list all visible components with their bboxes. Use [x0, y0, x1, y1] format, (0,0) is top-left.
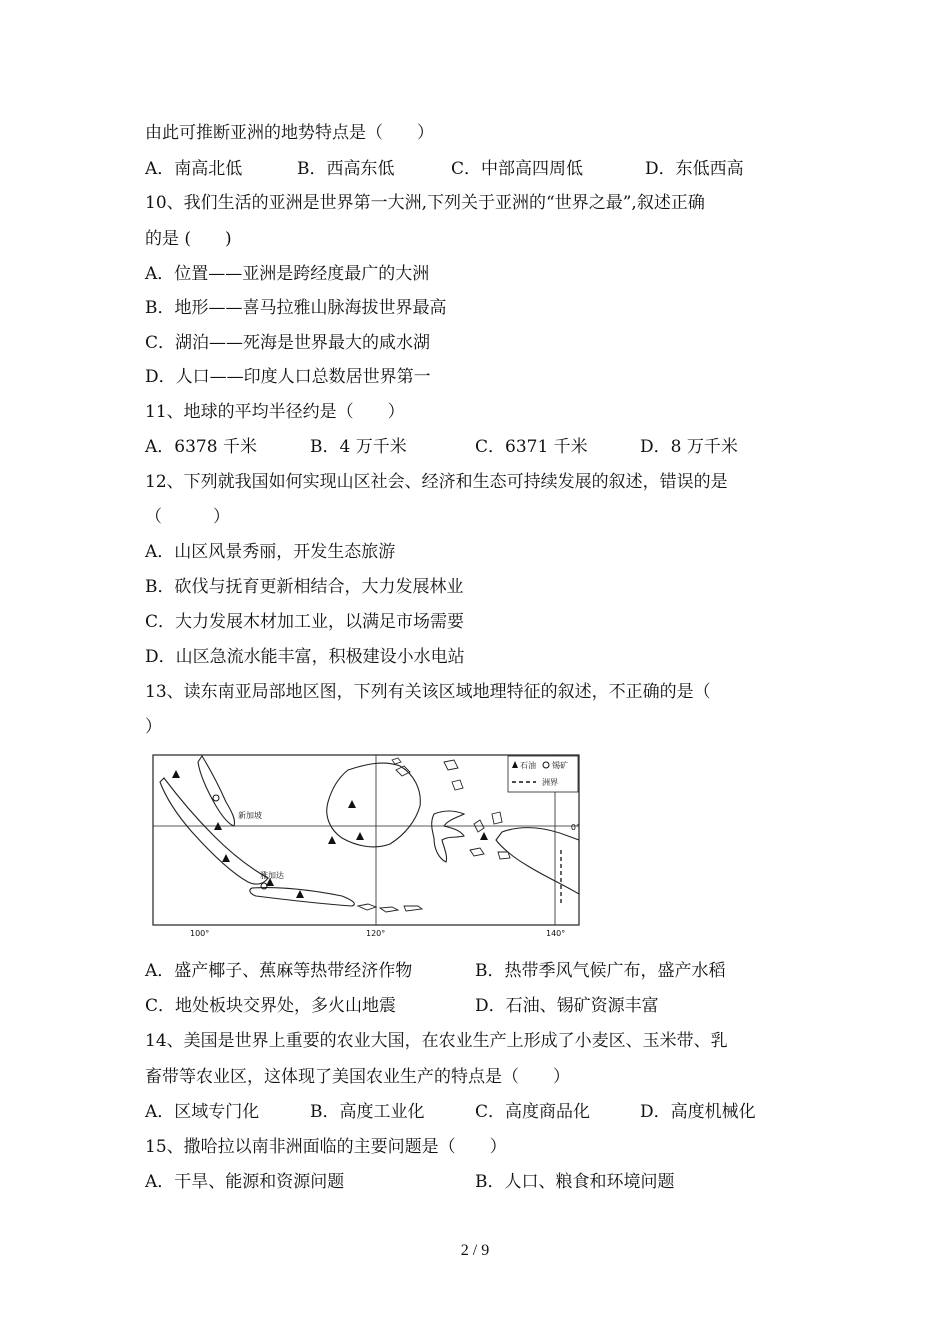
q13-stem-line1: 13、读东南亚局部地区图，下列有关该区域地理特征的叙述，不正确的是（	[145, 682, 711, 702]
q9-option-d: D．东低西高	[645, 159, 744, 179]
q14-option-b: B．高度工业化	[310, 1102, 425, 1122]
label-lon-120: 120°	[366, 929, 386, 938]
legend-oil: 石油	[520, 761, 536, 770]
q11-option-d: D．8 万千米	[640, 437, 738, 457]
label-lon-140: 140°	[546, 929, 566, 938]
label-singapore: 新加坡	[238, 811, 262, 820]
q12-stem-line2: （ ）	[145, 507, 230, 527]
q10-option-d: D．人口——印度人口总数居世界第一	[145, 367, 431, 387]
q11-stem: 11、地球的平均半径约是（ ）	[145, 402, 405, 422]
q10-stem-line2: 的是 ( )	[145, 229, 232, 249]
q9-option-b: B．西高东低	[297, 159, 395, 179]
q14-stem-line1: 14、美国是世界上重要的农业大国，在农业生产上形成了小麦区、玉米带、乳	[145, 1031, 728, 1051]
q10-option-a: A．位置——亚洲是跨经度最广的大洲	[145, 264, 430, 284]
legend-tin: 锡矿	[552, 761, 568, 770]
q12-option-d: D．山区急流水能丰富，积极建设小水电站	[145, 647, 465, 667]
label-jakarta: 雅加达	[260, 871, 284, 880]
q13-stem-line2: ）	[145, 717, 162, 737]
legend-border: 洲界	[542, 778, 558, 787]
q10-option-b: B．地形——喜马拉雅山脉海拔世界最高	[145, 298, 447, 318]
q10-stem-line1: 10、我们生活的亚洲是世界第一大洲,下列关于亚洲的“世界之最”,叙述正确	[145, 193, 705, 213]
q15-stem: 15、撒哈拉以南非洲面临的主要问题是（ ）	[145, 1137, 507, 1157]
q12-stem-line1: 12、下列就我国如何实现山区社会、经济和生态可持续发展的叙述，错误的是	[145, 472, 728, 492]
q14-option-c: C．高度商品化	[475, 1102, 591, 1122]
q12-option-b: B．砍伐与抚育更新相结合，大力发展林业	[145, 577, 464, 597]
q11-option-c: C．6371 千米	[475, 437, 588, 457]
q12-option-c: C．大力发展木材加工业，以满足市场需要	[145, 612, 465, 632]
q13-option-c: C．地处板块交界处，多火山地震	[145, 996, 397, 1016]
q13-option-d: D．石油、锡矿资源丰富	[475, 996, 659, 1016]
label-lon-100: 100°	[190, 929, 210, 938]
q14-option-a: A．区域专门化	[145, 1102, 260, 1122]
label-lat-0: 0°	[570, 823, 580, 832]
q15-option-b: B．人口、粮食和环境问题	[475, 1172, 675, 1192]
q15-option-a: A．干旱、能源和资源问题	[145, 1172, 345, 1192]
q14-option-d: D．高度机械化	[640, 1102, 756, 1122]
q9-option-c: C．中部高四周低	[451, 159, 584, 179]
q11-option-b: B．4 万千米	[310, 437, 407, 457]
q11-option-a: A．6378 千米	[145, 437, 257, 457]
q10-option-c: C．湖泊——死海是世界最大的咸水湖	[145, 333, 431, 353]
q12-option-a: A．山区风景秀丽，开发生态旅游	[145, 542, 396, 562]
q9-option-a: A．南高北低	[145, 159, 243, 179]
southeast-asia-map	[152, 754, 580, 938]
q13-option-a: A．盛产椰子、蕉麻等热带经济作物	[145, 961, 413, 981]
q14-stem-line2: 畜带等农业区，这体现了美国农业生产的特点是（ ）	[145, 1067, 570, 1087]
question-intro: 由此可推断亚洲的地势特点是（ ）	[145, 123, 434, 143]
page-number: 2 / 9	[460, 1242, 490, 1259]
q13-option-b: B．热带季风气候广布，盛产水稻	[475, 961, 726, 981]
